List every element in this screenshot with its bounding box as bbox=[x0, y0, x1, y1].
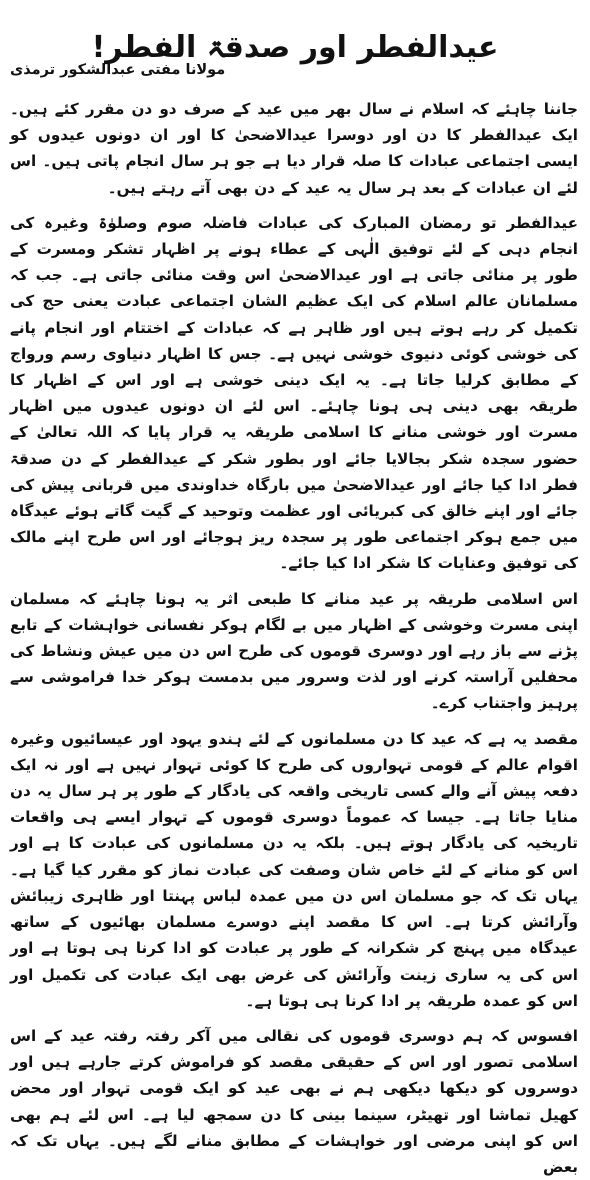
paragraph-2: عیدالفطر تو رمضان المبارک کی عبادات فاضلہ صوم وصلوٰۃ وغیرہ کی انجام دہی کے لئے توفیق الٰہی کے عطاء ہونے پر اظہار تشکر ومسرت کے طور پر منائی جاتی ہے اور عیدالاضحیٰ اس وقت منائی جاتی ہے۔ جب کہ مسلمانان عالم اسلام کی ایک عظیم الشان اجتماعی عبادت یعنی حج کی تکمیل کر رہے ہوتے ہیں اور ظاہر ہے کہ عبادات کے اختتام اور انجام پانے کی خوشی کوئی دنیوی خوشی نہیں ہے۔ جس کا اظہار دنیاوی رسم ورواج کے مطابق کرلیا جاتا ہے۔ یہ ایک دینی خوشی ہے اور اس کے اظہار کا طریقہ بھی دینی ہی ہونا چاہئے۔ اس لئے ان دونوں عیدوں میں اظہار مسرت اور خوشی منانے کا اسلامی طریقہ یہ قرار پایا کہ اللہ تعالیٰ کے حضور سجدہ شکر بجالایا جائے اور بطور شکر کے عیدالفطر کے دن صدقۃ فطر ادا کیا جائے اور عیدالاضحیٰ میں بارگاہ خداوندی میں قربانی پیش کی جائے اور اپنے خالق کی کبریائی اور عظمت وتوحید کے گیت گاتے ہوئے عیدگاہ میں جمع ہوکر اجتماعی طور پر سجدہ ریز ہوجائے اور اس طرح اپنے مالک کی توفیق وعنایات کا شکر ادا کیا جائے۔ bbox=[10, 213, 578, 573]
paragraph-5: افسوس کہ ہم دوسری قوموں کی نقالی میں آکر رفتہ رفتہ عید کے اس اسلامی تصور اور اس کے حقیقی مقصد کو فراموش کرتے جارہے ہیں اور دوسروں کو دیکھا دیکھی ہم نے بھی عید کو ایک قومی تہوار اور محض کھیل تماشا اور تھیٹر، سینما بینی کا دن سمجھ لیا ہے۔ اس لئے ہم بھی اس کو اپنی مرضی اور خواہشات کے مطابق منانے لگے ہیں۔ یہاں تک کہ بعض bbox=[10, 1026, 578, 1176]
article-title: عیدالفطر اور صدقۃ الفطر! bbox=[91, 30, 499, 65]
paragraph-4: مقصد یہ ہے کہ عید کا دن مسلمانوں کے لئے ہندو یہود اور عیسائیوں وغیرہ اقوام عالم کے قومی تہواروں کی طرح کا کوئی تہوار نہیں ہے اور نہ ایک دفعہ پیش آنے والے کسی تاریخی واقعہ کی یادگار کے طور پر ہر سال یہ دن منایا جاتا ہے۔ جیسا کہ عموماً دوسری قوموں کے تہوار ایسے ہی واقعات تاریخیہ کی یادگار ہوتے ہیں۔ بلکہ یہ دن مسلمانوں کی عبادت کا ہے اور اس کو منانے کے لئے خاص شان وصفت کی عبادت نماز کو مقرر کیا گیا ہے۔ یہاں تک کہ جو مسلمان اس دن میں عمدہ لباس پہنتا اور ظاہری زیبائش وآرائش کرتا ہے۔ اس کا مقصد اپنے دوسرے مسلمان بھائیوں کے ساتھ عیدگاہ میں پہنچ کر شکرانہ کے طور پر عبادت کو ادا کرنا ہی ہوتا ہے اور اس کی یہ ساری زینت وآرائش کی غرض بھی ایک عبادت کی تکمیل اور اس کو عمدہ طریقہ پر ادا کرنا ہی ہوتا ہے۔ bbox=[10, 729, 578, 1010]
article-body bbox=[10, 96, 578, 1180]
author-name: مولانا مفتی عبدالشکور ترمذی bbox=[10, 62, 226, 78]
paragraph-1: جاننا چاہئے کہ اسلام نے سال بھر میں عید کے صرف دو دن مقرر کئے ہیں۔ ایک عیدالفطر کا دن اور دوسرا عیدالاضحیٰ کا اور ان دونوں عیدوں کو ایسی اجتماعی عبادات کا صلہ قرار دیا ہے جو ہر سال انجام پاتی ہیں۔ اس لئے ان عبادات کے بعد ہر سال یہ عید کے دن بھی آتے رہتے ہیں۔ bbox=[10, 100, 578, 197]
paragraph-3: اس اسلامی طریقہ پر عید منانے کا طبعی اثر یہ ہونا چاہئے کہ مسلمان اپنی مسرت وخوشی کے اظہار میں بے لگام ہوکر نفسانی خواہشات کے تابع پڑنے سے باز رہے اور دوسری قوموں کی طرح اس دن میں عیش ونشاط کی محفلیں آراستہ کرنے اور لذت وسرور میں بدمست ہوکر خدا فراموشی سے پرہیز واجتناب کرے۔ bbox=[10, 589, 578, 713]
